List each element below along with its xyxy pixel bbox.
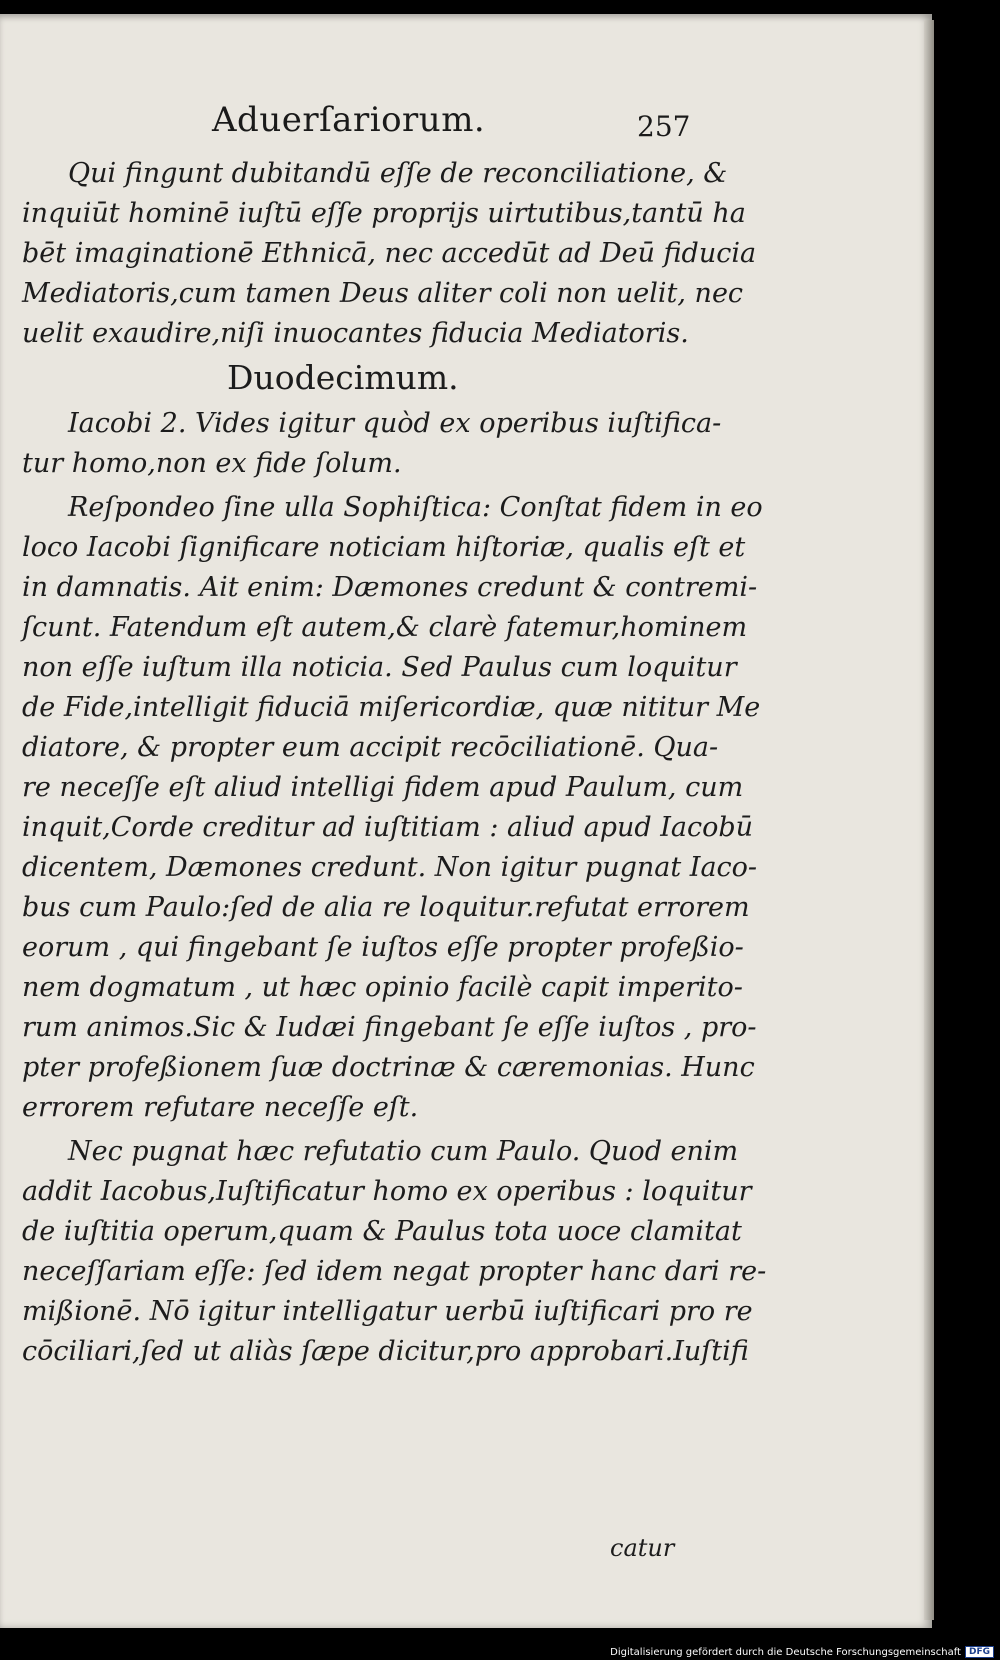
text-line: addit Iacobus,Iuſtificatur homo ex operibus : loquitur <box>22 1176 752 1207</box>
dfg-logo-icon: DFG <box>965 1646 994 1658</box>
text-line: Nec pugnat hæc refutatio cum Paulo. Quod enim <box>68 1136 739 1167</box>
text-line: pter profeßionem ſuæ doctrinæ & cæremonias. Hunc <box>22 1052 755 1083</box>
text-line: neceſſariam eſſe: ſed idem negat propter hanc dari re- <box>22 1256 767 1287</box>
page-edge <box>924 20 934 1620</box>
section-heading: Duodecimum. <box>227 358 459 397</box>
text-line: Reſpondeo ſine ulla Sophiſtica: Conſtat fidem in eo <box>68 492 763 523</box>
text-line: Mediatoris,cum tamen Deus aliter coli non uelit, nec <box>22 278 744 309</box>
text-line: de iuſtitia operum,quam & Paulus tota uoce clamitat <box>22 1216 742 1247</box>
text-line: errorem refutare neceſſe eſt. <box>22 1092 419 1123</box>
text-line: ſcunt. Fatendum eſt autem,& clarè fatemur,hominem <box>22 612 748 643</box>
text-line: rum animos.Sic & Iudæi fingebant ſe eſſe iuſtos , pro- <box>22 1012 757 1043</box>
text-line: Iacobi 2. Vides igitur quòd ex operibus iuſtifica- <box>68 408 722 439</box>
text-line: loco Iacobi ſignificare noticiam hiſtoriæ, qualis eſt et <box>22 532 746 563</box>
text-line: bēt imaginationē Ethnicā, nec accedūt ad Deū fiducia <box>22 238 757 269</box>
text-line: mißionē. Nō igitur intelligatur uerbū iuſtificari pro re <box>22 1296 753 1327</box>
text-line: tur homo,non ex fide ſolum. <box>22 448 402 479</box>
text-line: bus cum Paulo:ſed de alia re loquitur.refutat errorem <box>22 892 750 923</box>
text-line: dicentem, Dæmones credunt. Non igitur pugnat Iaco- <box>22 852 758 883</box>
running-head: Aduerſariorum. <box>212 100 486 140</box>
text-line: inquit,Corde creditur ad iuſtitiam : aliud apud Iacobū <box>22 812 754 843</box>
catchword: catur <box>610 1534 675 1562</box>
text-line: diatore, & propter eum accipit recōciliationē. Qua- <box>22 732 719 763</box>
text-line: de Fide,intelligit fiduciā miſericordiæ, quæ nititur Me <box>22 692 761 723</box>
text-line: Qui fingunt dubitandū eſſe de reconciliatione, & <box>68 158 728 189</box>
text-line: re neceſſe eſt aliud intelligi fidem apud Paulum, cum <box>22 772 744 803</box>
text-line: in damnatis. Ait enim: Dæmones credunt & contremi- <box>22 572 758 603</box>
text-line: non eſſe iuſtum illa noticia. Sed Paulus cum loquitur <box>22 652 737 683</box>
text-line: cōciliari,ſed ut aliàs ſæpe dicitur,pro approbari.Iuſtifi <box>22 1336 749 1367</box>
text-line: eorum , qui fingebant ſe iuſtos eſſe propter profeßio- <box>22 932 744 963</box>
page-number: 257 <box>637 110 691 143</box>
book-page <box>0 14 932 1628</box>
body-text <box>22 154 767 1372</box>
text-line: inquiūt hominē iuſtū eſſe proprijs uirtutibus,tantū ha <box>22 198 746 229</box>
funding-notice <box>610 1646 994 1658</box>
funding-text: Digitalisierung gefördert durch die Deutsche Forschungsgemeinschaft <box>610 1646 961 1658</box>
text-line: nem dogmatum , ut hæc opinio facilè capit imperito- <box>22 972 743 1003</box>
text-line: uelit exaudire,niſi inuocantes fiducia Mediatoris. <box>22 318 689 349</box>
